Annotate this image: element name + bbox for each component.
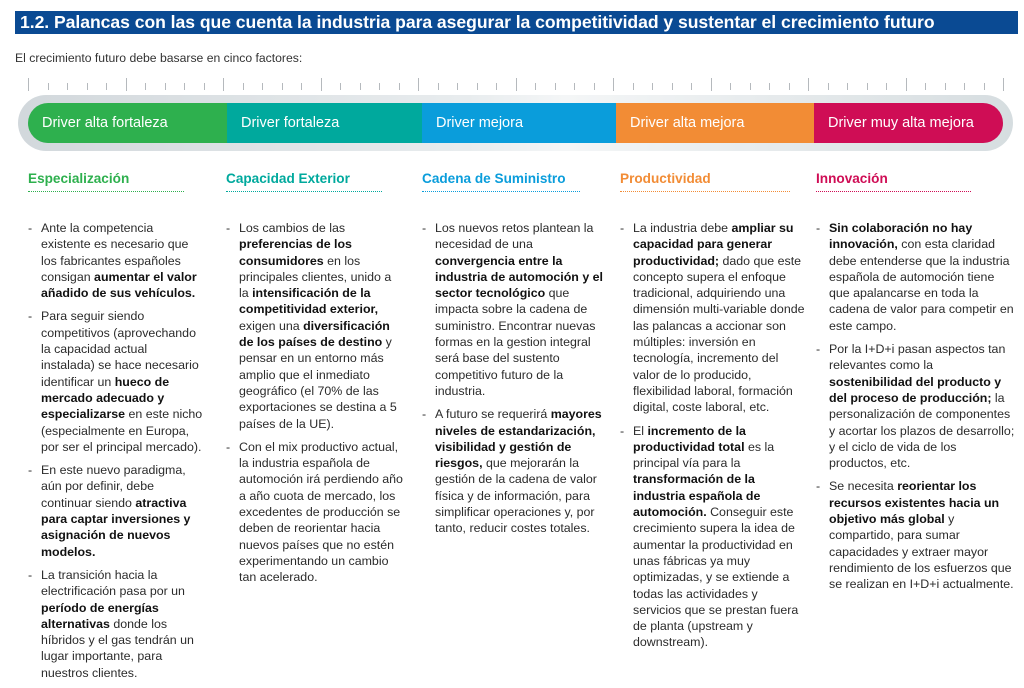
column-cadena-de-suministro bbox=[422, 170, 608, 544]
column-capacidad-exterior bbox=[226, 170, 404, 593]
ruler-minor-tick bbox=[867, 83, 868, 90]
text: la personalización de componentes y acortar los plazos de desarrollo; y el ciclo de vida de los productos, etc. bbox=[829, 390, 1015, 471]
bold-text: intensificación de la competitividad exterior, bbox=[239, 286, 379, 317]
ruler-minor-tick bbox=[535, 83, 536, 90]
text: y compartido, para sumar capacidades y extraer mayor rendimiento de los esfuerzos que se realizan en I+D+i actualmente. bbox=[829, 512, 1014, 592]
column-heading: Cadena de Suministro bbox=[422, 171, 566, 186]
bullet-list bbox=[620, 220, 808, 651]
column-innovacion bbox=[816, 170, 1016, 600]
driver-segment-alta-fortaleza bbox=[28, 103, 227, 143]
bold-text: período de energías alternativas bbox=[41, 600, 159, 631]
bold-text: diversificación de los países de destino bbox=[239, 318, 390, 350]
list-item bbox=[816, 220, 1016, 334]
text: exigen una bbox=[239, 318, 304, 333]
ruler-minor-tick bbox=[555, 83, 556, 90]
heading-divider bbox=[28, 191, 184, 192]
bold-text: atractiva para captar inversiones y asignación de nuevos modelos. bbox=[41, 495, 191, 559]
ruler-minor-tick bbox=[750, 83, 751, 90]
list-item bbox=[816, 341, 1016, 471]
bold-text: mayores niveles de estandarización, visibilidad y gestión de riesgos, bbox=[435, 407, 602, 471]
column-heading: Productividad bbox=[620, 171, 711, 186]
text: que impacta sobre la cadena de suministro. Encontrar nuevas formas en la gestion integral será base del sustento competitivo futuro de la industria. bbox=[435, 286, 596, 398]
text: con esta claridad debe entenderse que la industria española de automoción tiene que apalancarse en toda la cadena de valor para competir en este campo. bbox=[829, 237, 1014, 333]
column-heading: Capacidad Exterior bbox=[226, 171, 350, 186]
scale-ruler bbox=[0, 76, 1024, 92]
list-item bbox=[28, 308, 204, 455]
ruler-minor-tick bbox=[594, 83, 595, 90]
bold-text: ampliar su capacidad para generar productividad; bbox=[633, 221, 794, 268]
ruler-minor-tick bbox=[301, 83, 302, 90]
text: Conseguir este crecimiento supera la idea de aumentar la productividad en unas fábricas ya muy optimizadas, y se extiende a todas las actividades y servicios que se prestan fuera de planta (upstream y downstream). bbox=[633, 505, 799, 650]
text: La industria debe bbox=[633, 221, 732, 235]
text: en este nicho (especialmente en Europa, por ser el principal mercado). bbox=[41, 407, 203, 454]
column-heading: Especialización bbox=[28, 171, 130, 186]
ruler-minor-tick bbox=[165, 83, 166, 90]
list-item bbox=[620, 423, 808, 651]
ruler-minor-tick bbox=[847, 83, 848, 90]
text: Por la I+D+i pasan aspectos tan relevantes como la bbox=[829, 342, 1006, 373]
bullet-dash: - bbox=[226, 439, 231, 454]
ruler-minor-tick bbox=[789, 83, 790, 90]
bold-text: convergencia entre la industria de automoción y el sector tecnológico bbox=[435, 253, 603, 301]
ruler-minor-tick bbox=[633, 83, 634, 90]
bullet-dash: - bbox=[816, 342, 821, 357]
driver-label: Driver muy alta mejora bbox=[828, 115, 974, 131]
bold-text: preferencias de los consumidores bbox=[239, 237, 352, 268]
text: donde los híbridos y el gas tendrán un lugar importante, para nuestros clientes. bbox=[41, 616, 194, 680]
list-item bbox=[28, 462, 204, 560]
ruler-minor-tick bbox=[87, 83, 88, 90]
ruler-minor-tick bbox=[399, 83, 400, 90]
text: Con el mix productivo actual, la industria española de automoción irá perdiendo año a año cuota de mercado, los excedentes de producción se deben de reorientar hacia nuevos países que no estén experimentando un cambio tan acelerado. bbox=[239, 439, 403, 585]
text: El bbox=[633, 423, 648, 438]
driver-label: Driver mejora bbox=[436, 115, 524, 131]
ruler-minor-tick bbox=[379, 83, 380, 90]
ruler-minor-tick bbox=[769, 83, 770, 90]
ruler-minor-tick bbox=[672, 83, 673, 90]
bullet-dash: - bbox=[226, 221, 231, 235]
ruler-minor-tick bbox=[574, 83, 575, 90]
driver-label: Driver alta mejora bbox=[630, 115, 745, 131]
text: A futuro se requerirá bbox=[435, 407, 551, 422]
ruler-minor-tick bbox=[964, 83, 965, 90]
text: en los principales clientes, unido a la bbox=[239, 253, 392, 301]
ruler-major-tick bbox=[223, 78, 224, 91]
driver-segment-muy-alta-mejora bbox=[814, 103, 1003, 143]
column-heading: Innovación bbox=[816, 171, 888, 186]
bullet-dash: - bbox=[28, 309, 33, 324]
list-item bbox=[28, 220, 204, 301]
section-title-bar bbox=[15, 11, 1018, 34]
bullet-dash: - bbox=[816, 479, 821, 494]
ruler-major-tick bbox=[321, 78, 322, 91]
ruler-major-tick bbox=[126, 78, 127, 91]
ruler-minor-tick bbox=[477, 83, 478, 90]
ruler-minor-tick bbox=[828, 83, 829, 90]
ruler-major-tick bbox=[28, 78, 29, 91]
ruler-major-tick bbox=[613, 78, 614, 91]
driver-segment-mejora bbox=[422, 103, 616, 143]
text: Los cambios de las bbox=[239, 221, 346, 235]
ruler-minor-tick bbox=[106, 83, 107, 90]
ruler-major-tick bbox=[711, 78, 712, 91]
driver-segment-alta-mejora bbox=[616, 103, 814, 143]
list-item bbox=[422, 220, 608, 399]
ruler-minor-tick bbox=[282, 83, 283, 90]
bold-text: transformación de la industria española de automoción. bbox=[633, 472, 761, 520]
heading-divider bbox=[422, 191, 580, 192]
ruler-minor-tick bbox=[145, 83, 146, 90]
bullet-dash: - bbox=[28, 221, 33, 235]
bullet-list bbox=[816, 220, 1016, 593]
bullet-dash: - bbox=[620, 423, 625, 438]
ruler-minor-tick bbox=[652, 83, 653, 90]
text: La transición hacia la electrificación pasa por un bbox=[41, 567, 185, 599]
list-item bbox=[226, 439, 404, 586]
column-productividad bbox=[620, 170, 808, 658]
ruler-minor-tick bbox=[984, 83, 985, 90]
bold-text: incremento de la productividad total bbox=[633, 423, 746, 454]
text: Los nuevos retos plantean la necesidad de una bbox=[435, 221, 594, 252]
bold-text: sostenibilidad del producto y del proceso de producción; bbox=[829, 374, 1002, 405]
intro-text: El crecimiento futuro debe basarse en cinco factores: bbox=[15, 51, 303, 65]
text: dado que este concepto supera el enfoque tradicional, adquiriendo una dimensión multi-variable donde las palancas a accionar son múltiples: inversión en tecnología, incremento del valor de lo producido, flexibilidad laboral, formación digital, coste laboral, etc. bbox=[633, 253, 805, 415]
list-item bbox=[422, 406, 608, 536]
ruler-minor-tick bbox=[925, 83, 926, 90]
text: Ante la competencia existente es necesario que los fabricantes españoles consigan bbox=[41, 221, 189, 284]
bullet-list bbox=[28, 220, 204, 681]
driver-label: Driver fortaleza bbox=[241, 115, 340, 131]
text: Se necesita bbox=[829, 479, 898, 494]
list-item bbox=[816, 478, 1016, 592]
text: que mejorarán la gestión de la cadena de valor física y de información, para simplificar operaciones y, por tanto, reducir costes totales. bbox=[435, 456, 597, 536]
ruler-minor-tick bbox=[691, 83, 692, 90]
text: es la principal vía para la bbox=[633, 439, 775, 471]
list-item bbox=[620, 220, 808, 416]
ruler-minor-tick bbox=[945, 83, 946, 90]
ruler-minor-tick bbox=[340, 83, 341, 90]
ruler-minor-tick bbox=[204, 83, 205, 90]
driver-segment-fortaleza bbox=[227, 103, 422, 143]
bold-text: Sin colaboración no hay innovación, bbox=[829, 221, 973, 252]
bullet-dash: - bbox=[28, 567, 33, 582]
heading-divider bbox=[226, 191, 382, 192]
ruler-minor-tick bbox=[730, 83, 731, 90]
ruler-minor-tick bbox=[496, 83, 497, 90]
ruler-minor-tick bbox=[438, 83, 439, 90]
ruler-minor-tick bbox=[886, 83, 887, 90]
heading-divider bbox=[620, 191, 790, 192]
list-item bbox=[226, 220, 404, 432]
bullet-dash: - bbox=[422, 221, 427, 235]
bullet-dash: - bbox=[422, 407, 427, 422]
ruler-major-tick bbox=[808, 78, 809, 91]
ruler-minor-tick bbox=[48, 83, 49, 90]
ruler-minor-tick bbox=[184, 83, 185, 90]
column-especializacion bbox=[28, 170, 204, 688]
ruler-major-tick bbox=[906, 78, 907, 91]
driver-bar bbox=[28, 103, 1003, 143]
bullet-dash: - bbox=[816, 221, 821, 235]
ruler-major-tick bbox=[418, 78, 419, 91]
ruler-minor-tick bbox=[262, 83, 263, 90]
bold-text: aumentar el valor añadido de sus vehículos. bbox=[41, 269, 197, 301]
ruler-major-tick bbox=[516, 78, 517, 91]
heading-divider bbox=[816, 191, 971, 192]
bullet-list bbox=[422, 220, 608, 537]
text: y pensar en un entorno más amplio que el inmediato geográfico (el 70% de las exportaciones se destina a 5 países de la UE). bbox=[239, 335, 397, 431]
ruler-minor-tick bbox=[457, 83, 458, 90]
bullet-dash: - bbox=[28, 463, 33, 478]
bullet-dash: - bbox=[620, 221, 625, 235]
text: En este nuevo paradigma, aún por definir, debe continuar siendo bbox=[41, 463, 186, 510]
ruler-minor-tick bbox=[67, 83, 68, 90]
bold-text: hueco de mercado adecuado y especializarse bbox=[41, 374, 170, 422]
ruler-minor-tick bbox=[243, 83, 244, 90]
ruler-major-tick bbox=[1003, 78, 1004, 91]
driver-label: Driver alta fortaleza bbox=[42, 115, 168, 131]
bullet-list bbox=[226, 220, 404, 586]
text: Para seguir siendo competitivos (aprovechando la capacidad actual instalada) se hace necesario identificar un bbox=[41, 309, 199, 389]
ruler-minor-tick bbox=[360, 83, 361, 90]
bold-text: reorientar los recursos existentes hacia un objetivo más global bbox=[829, 479, 1000, 527]
page-title: 1.2. Palancas con las que cuenta la industria para asegurar la competitividad y sustentar el crecimiento futuro bbox=[20, 12, 935, 32]
